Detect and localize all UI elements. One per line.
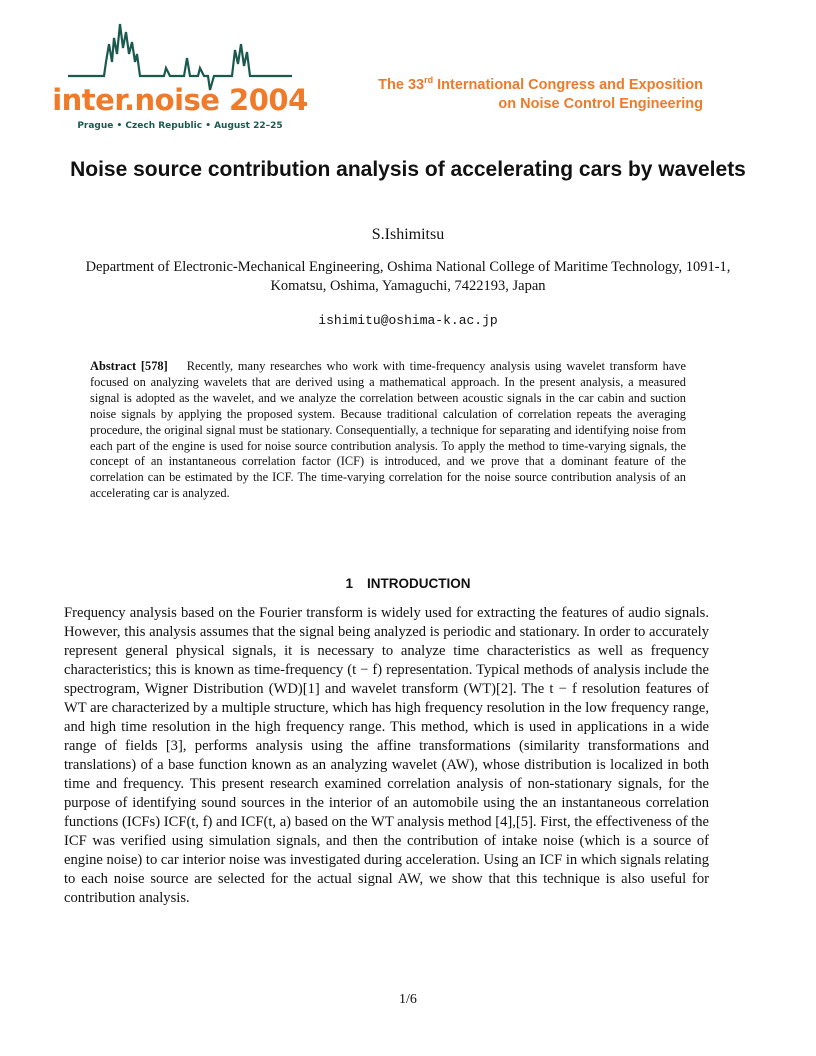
abstract-label: Abstract [578] xyxy=(90,359,168,373)
skyline-logo-icon xyxy=(52,14,308,134)
section-title: INTRODUCTION xyxy=(367,576,471,591)
abstract xyxy=(90,359,686,502)
paper-author: S.Ishimitsu xyxy=(371,226,445,243)
congress-heading xyxy=(378,76,703,114)
paper-affiliation: Department of Electronic-Mechanical Engineering, Oshima National College of Maritime Technology, 1091-1, Komatsu, Oshima, Yamaguchi, 7422193, Japan xyxy=(85,259,731,294)
section-number: 1 xyxy=(345,576,353,591)
logo-wordmark: inter.noise 2004 xyxy=(52,83,308,117)
section-heading xyxy=(64,576,752,591)
abstract-text: Recently, many researches who work with time-frequency analysis using wavelet transform have focused on analyzing wavelets that are derived using a mathematical approach. In the present analysis, a measured signal is adopted as the wavelet, and we analyze the correlation between acoustic signals in the car cabin and suction noise signals by applying the proposed system. Because traditional calculation of correlation repeats the averaging procedure, the original signal must be stationary. Consequentially, a technique for separating and identifying noise from each part of the engine is used for noise source contribution analysis. To apply the method to time-varying signals, the concept of an instantaneous correlation factor (ICF) is introduced, and we prove that a dominant feature of the correlation can be estimated by the ICF. The time-varying correlation for the noise source contribution analysis of an accelerating car is analyzed. xyxy=(90,359,687,501)
congress-line-2: on Noise Control Engineering xyxy=(498,96,703,112)
page-number: 1/6 xyxy=(399,992,417,1007)
paper-title: Noise source contribution analysis of accelerating cars by wavelets xyxy=(70,158,746,181)
congress-line-1: The 33rd International Congress and Exposition xyxy=(378,75,703,93)
conference-logo xyxy=(52,14,308,134)
logo-location: Prague • Czech Republic • August 22–25 xyxy=(77,121,283,131)
introduction-paragraph: Frequency analysis based on the Fourier transform is widely used for extracting the features of audio signals. However, this analysis assumes that the signal being analyzed is periodic and stationary. In order to accurately represent general physical signals, it is necessary to analyze time characteristics as well as frequency characteristics; this is known as time-frequency (t − f) representation. Typical methods of analysis include the spectrogram, Wigner Distribution (WD)[1] and wavelet transform (WT)[2]. The t − f resolution features of WT are characterized by a multiple structure, which has high frequency resolution in the low frequency range, and high time resolution in the high frequency range. This method, which is used in applications in a wide range of fields [3], performs analysis using the affine transformations (similarity transformations and translations) of a base function known as an analyzing wavelet (AW), whose distribution is localized in both time and frequency. This present research examined correlation analysis of non-stationary signals, for the purpose of identifying sound sources in the interior of an automobile using the an instantaneous correlation functions (ICFs) ICF(t, f) and ICF(t, a) based on the WT analysis method [4],[5]. First, the effectiveness of the ICF was verified using simulation signals, and then the contribution of intake noise (which is a source of engine noise) to car interior noise was investigated during acceleration. Using an ICF in which signals relating to each noise source are selected for the actual signal AW, we show that this technique is also useful for contribution analysis. xyxy=(64,605,709,906)
author-email: ishimitu@oshima-k.ac.jp xyxy=(318,313,498,328)
